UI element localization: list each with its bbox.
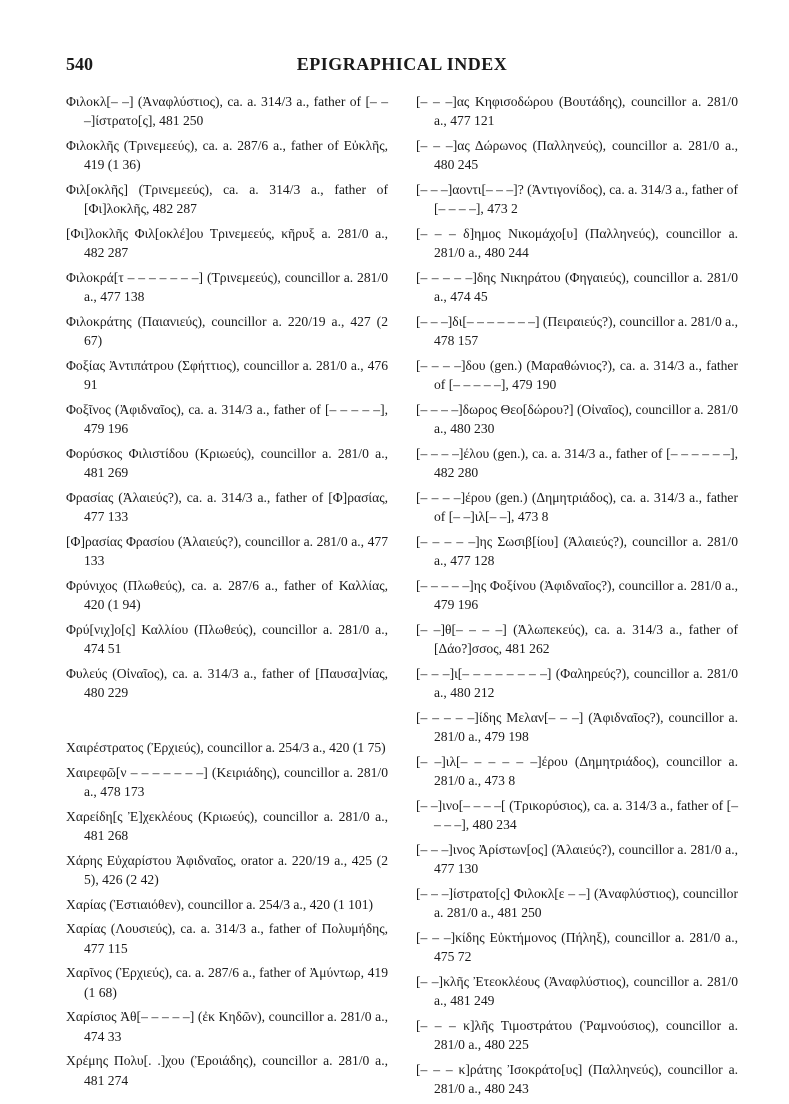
index-entry: [– –]θ[– – – –] (Ἀλωπεκεύς), ca. a. 314/3 a., father of [Δάο?]σσος, 481 262: [416, 622, 738, 657]
index-entry: Φρύνιχος (Πλωθεύς), ca. a. 287/6 a., father of Καλλίας, 420 (1 94): [66, 578, 388, 613]
index-entry: [– – – – –]ίδης Μελαν[– – –] (Ἀφιδναῖος?), councillor a. 281/0 a., 479 198: [416, 710, 738, 745]
index-entry: Χαρείδη[ς Ἐ]χεκλέους (Κριωεύς), councillor a. 281/0 a., 481 268: [66, 808, 388, 843]
index-entry: [– – – κ]λῆς Τιμοστράτου (Ῥαμνούσιος), councillor a. 281/0 a., 480 225: [416, 1018, 738, 1053]
index-entry: [– –]κλῆς Ἐτεοκλέους (Ἀναφλύστιος), councillor a. 281/0 a., 481 249: [416, 974, 738, 1009]
index-entry: Χάρης Εὐχαρίστου Ἀφιδναῖος, orator a. 220/19 a., 425 (2 5), 426 (2 42): [66, 852, 388, 887]
index-entry: Φιλ[οκλῆς] (Τρινεμεεύς), ca. a. 314/3 a., father of [Φι]λοκλῆς, 482 287: [66, 182, 388, 217]
index-entry: Φυλεύς (Οἰναῖος), ca. a. 314/3 a., father of [Παυσα]νίας, 480 229: [66, 666, 388, 701]
index-entry: [– – – –]δου (gen.) (Μαραθώνιος?), ca. a. 314/3 a., father of [– – – – –], 479 190: [416, 358, 738, 393]
index-entry: Χρέμης Πολυ[. .]χου (Ἐροιάδης), councillor a. 281/0 a., 481 274: [66, 1053, 388, 1088]
index-entry: [– – –]ι[– – – – – – – –] (Φαληρεύς?), councillor a. 281/0 a., 480 212: [416, 666, 738, 701]
index-entry: Φοξῖνος (Ἀφιδναῖος), ca. a. 314/3 a., father of [– – – – –], 479 196: [66, 402, 388, 437]
index-entry: [– – –]δι[– – – – – – –] (Πειραιεύς?), councillor a. 281/0 a., 478 157: [416, 314, 738, 349]
index-entry: Χαιρέστρατος (Ἐρχιεύς), councillor a. 254/3 a., 420 (1 75): [66, 740, 386, 755]
index-entry: [– – – –]δωρος Θεο[δώρου?] (Οἰναῖος), councillor a. 281/0 a., 480 230: [416, 402, 738, 437]
index-entry: Φιλοκρά[τ – – – – – – –] (Τρινεμεεύς), councillor a. 281/0 a., 477 138: [66, 270, 388, 305]
index-entry: [– –]ιλ[– – – – – –]έρου (Δημητριάδος), councillor a. 281/0 a., 473 8: [416, 754, 738, 789]
index-entry: Φιλοκλ[– –] (Ἀναφλύστιος), ca. a. 314/3 a., father of [– – –]ίστρατο[ς], 481 250: [66, 94, 388, 129]
index-entry: Φρύ[νιχ]ο[ς] Καλλίου (Πλωθεύς), councillor a. 281/0 a., 474 51: [66, 622, 388, 657]
index-entry: Χαρίσιος Ἀθ[– – – – –] (ἐκ Κηδῶν), councillor a. 281/0 a., 474 33: [66, 1009, 388, 1044]
index-entry: [– – – – –]ης Σωσιβ[ίου] (Ἁλαιεύς?), councillor a. 281/0 a., 477 128: [416, 534, 738, 569]
index-entry: [– – –]ινος Ἀρίστων[ος] (Ἁλαιεύς?), councillor a. 281/0 a., 477 130: [416, 842, 738, 877]
index-entry: [– – –]κίδης Εὐκτήμονος (Πήληξ), councillor a. 281/0 a., 475 72: [416, 930, 738, 965]
section-gap: [66, 708, 388, 738]
page-header: [66, 54, 738, 80]
index-entry: [Φ]ρασίας Φρασίου (Ἁλαιεύς?), councillor a. 281/0 a., 477 133: [66, 534, 388, 569]
left-column: [66, 92, 388, 1095]
index-entry: [– – –]αοντι[– – –]? (Ἀντιγονίδος), ca. a. 314/3 a., father of [– – – –], 473 2: [416, 182, 738, 217]
index-entry: [– – – –]έρου (gen.) (Δημητριάδος), ca. a. 314/3 a., father of [– –]ιλ[– –], 473 8: [416, 490, 738, 525]
index-entry: Φιλοκράτης (Παιανιεύς), councillor a. 220/19 a., 427 (2 67): [66, 314, 388, 349]
index-entry: Φοξίας Ἀντιπάτρου (Σφήττιος), councillor a. 281/0 a., 476 91: [66, 358, 388, 393]
index-entry: [– – – –]έλου (gen.), ca. a. 314/3 a., father of [– – – – – –], 482 280: [416, 446, 738, 481]
index-entry: [– – – – –]ης Φοξίνου (Ἀφιδναῖος?), councillor a. 281/0 a., 479 196: [416, 578, 738, 613]
index-entry: Χαρῖνος (Ἐρχιεύς), ca. a. 287/6 a., father of Ἀμύντωρ, 419 (1 68): [66, 965, 388, 1000]
index-entry: Χαρίας (Λουσιεύς), ca. a. 314/3 a., father of Πολυμήδης, 477 115: [66, 921, 388, 956]
index-entry: Χαιρεφῶ[ν – – – – – – –] (Κειριάδης), councillor a. 281/0 a., 478 173: [66, 764, 388, 799]
index-entry: [Φι]λοκλῆς Φιλ[οκλέ]ου Τρινεμεεύς, κῆρυξ a. 281/0 a., 482 287: [66, 226, 388, 261]
index-entry: [– –]ινο[– – – –[ (Τρικορύσιος), ca. a. 314/3 a., father of [– – – –], 480 234: [416, 798, 738, 833]
index-entry: [– – – δ]ημος Νικομάχο[υ] (Παλληνεύς), councillor a. 281/0 a., 480 244: [416, 226, 738, 261]
index-entry: Φορύσκος Φιλιστίδου (Κριωεύς), councillor a. 281/0 a., 481 269: [66, 446, 388, 481]
index-entry: [– – – – –]δης Νικηράτου (Φηγαιεύς), councillor a. 281/0 a., 474 45: [416, 270, 738, 305]
index-entry: [– – –]ας Δώρωνος (Παλληνεύς), councillor a. 281/0 a., 480 245: [416, 138, 738, 173]
running-title: EPIGRAPHICAL INDEX: [296, 54, 508, 74]
index-entry: [– – –]ας Κηφισοδώρου (Βουτάδης), councillor a. 281/0 a., 477 121: [416, 94, 738, 129]
index-entry: Φιλοκλῆς (Τρινεμεεύς), ca. a. 287/6 a., father of Εὐκλῆς, 419 (1 36): [66, 138, 388, 173]
index-entry: Φρασίας (Ἁλαιεύς?), ca. a. 314/3 a., father of [Φ]ρασίας, 477 133: [66, 490, 388, 525]
right-column: [416, 92, 738, 1104]
index-entry: [– – –]ίστρατο[ς] Φιλοκλ[ε – –] (Ἀναφλύστιος), councillor a. 281/0 a., 481 250: [416, 886, 738, 921]
index-entry: Χαρίας (Ἑστιαιόθεν), councillor a. 254/3 a., 420 (1 101): [66, 896, 374, 912]
index-entry: [– – – κ]ράτης Ἰσοκράτο[υς] (Παλληνεύς), councillor a. 281/0 a., 480 243: [416, 1062, 738, 1097]
page-number: 540: [66, 54, 93, 74]
